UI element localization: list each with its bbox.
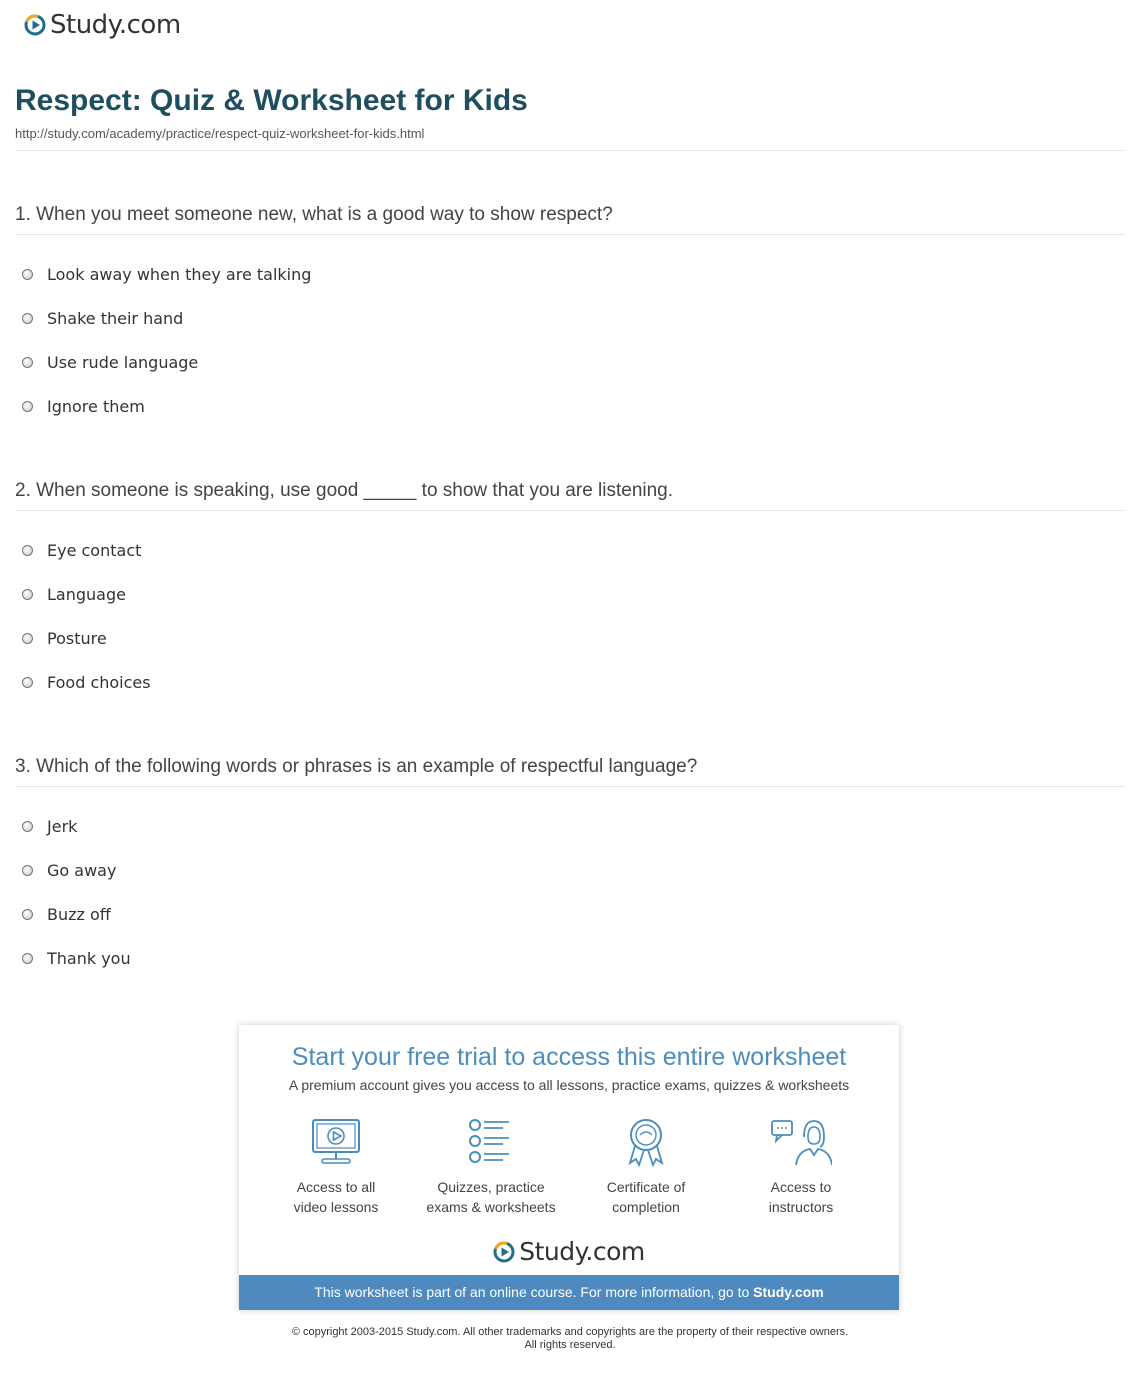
divider <box>15 234 1125 235</box>
answer-option[interactable] <box>22 905 111 924</box>
answer-option[interactable] <box>22 309 183 328</box>
answer-option[interactable] <box>22 397 145 416</box>
divider <box>15 786 1125 787</box>
radio-button[interactable] <box>22 313 33 324</box>
feature-quizzes <box>416 1117 566 1217</box>
option-label: Buzz off <box>47 905 111 924</box>
video-monitor-icon <box>310 1117 362 1167</box>
answer-option[interactable] <box>22 585 126 604</box>
promo-study-logo[interactable] <box>239 1237 899 1266</box>
radio-button[interactable] <box>22 589 33 600</box>
radio-button[interactable] <box>22 401 33 412</box>
answer-option[interactable] <box>22 265 311 284</box>
radio-button[interactable] <box>22 865 33 876</box>
page-title: Respect: Quiz & Worksheet for Kids <box>15 84 528 117</box>
answer-option[interactable] <box>22 353 198 372</box>
option-label: Language <box>47 585 126 604</box>
option-label: Use rude language <box>47 353 199 372</box>
feature-certificate <box>571 1117 721 1217</box>
promo-heading[interactable]: Start your free trial to access this entire worksheet <box>291 1043 847 1071</box>
answer-option[interactable] <box>22 817 77 836</box>
radio-button[interactable] <box>22 269 33 280</box>
option-label: Posture <box>47 629 107 648</box>
feature-instructors <box>726 1117 876 1217</box>
answer-option[interactable] <box>22 629 107 648</box>
feature-label: Access to instructors <box>768 1179 834 1215</box>
checklist-icon <box>465 1117 517 1167</box>
divider <box>15 510 1125 511</box>
option-label: Shake their hand <box>47 309 184 328</box>
option-label: Food choices <box>47 673 151 692</box>
logo-text: Study.com <box>50 10 181 40</box>
question-2: 2. When someone is speaking, use good _____ to show that you are listening. <box>15 480 674 501</box>
option-label: Eye contact <box>47 541 142 560</box>
divider <box>15 150 1125 151</box>
answer-option[interactable] <box>22 861 116 880</box>
feature-label: Access to all video lessons <box>293 1179 379 1215</box>
play-circle-logo-icon <box>24 14 46 36</box>
promo-footer-text: This worksheet is part of an online course. For more information, go to <box>314 1284 754 1300</box>
promo-subheading: A premium account gives you access to all lessons, practice exams, quizzes & worksheets <box>288 1077 850 1093</box>
radio-button[interactable] <box>22 953 33 964</box>
radio-button[interactable] <box>22 357 33 368</box>
option-label: Look away when they are talking <box>47 265 312 284</box>
award-ribbon-icon <box>620 1117 672 1167</box>
logo-text: Study.com <box>519 1237 645 1266</box>
instructor-chat-icon <box>770 1117 832 1167</box>
radio-button[interactable] <box>22 545 33 556</box>
feature-video-lessons <box>261 1117 411 1217</box>
option-label: Jerk <box>47 817 78 836</box>
page-url: http://study.com/academy/practice/respect-quiz-worksheet-for-kids.html <box>15 126 425 141</box>
copyright-line: © copyright 2003-2015 Study.com. All other trademarks and copyrights are the property of their respective owners. <box>291 1326 849 1338</box>
answer-option[interactable] <box>22 541 141 560</box>
answer-option[interactable] <box>22 949 131 968</box>
promo-footer-bar <box>239 1275 899 1310</box>
option-label: Thank you <box>47 949 131 968</box>
radio-button[interactable] <box>22 633 33 644</box>
question-1: 1. When you meet someone new, what is a good way to show respect? <box>15 204 613 225</box>
answer-option[interactable] <box>22 673 151 692</box>
question-3: 3. Which of the following words or phrases is an example of respectful language? <box>15 756 698 777</box>
study-logo[interactable] <box>24 10 181 40</box>
promo-footer-link[interactable]: Study.com <box>753 1284 824 1300</box>
copyright-line: All rights reserved. <box>524 1339 616 1351</box>
option-label: Ignore them <box>47 397 145 416</box>
option-label: Go away <box>47 861 117 880</box>
radio-button[interactable] <box>22 909 33 920</box>
free-trial-promo <box>239 1025 899 1310</box>
play-circle-logo-icon <box>493 1241 515 1263</box>
radio-button[interactable] <box>22 677 33 688</box>
feature-label: Certificate of completion <box>606 1179 686 1215</box>
copyright <box>0 1326 1140 1352</box>
feature-label: Quizzes, practice exams & worksheets <box>426 1179 556 1215</box>
radio-button[interactable] <box>22 821 33 832</box>
